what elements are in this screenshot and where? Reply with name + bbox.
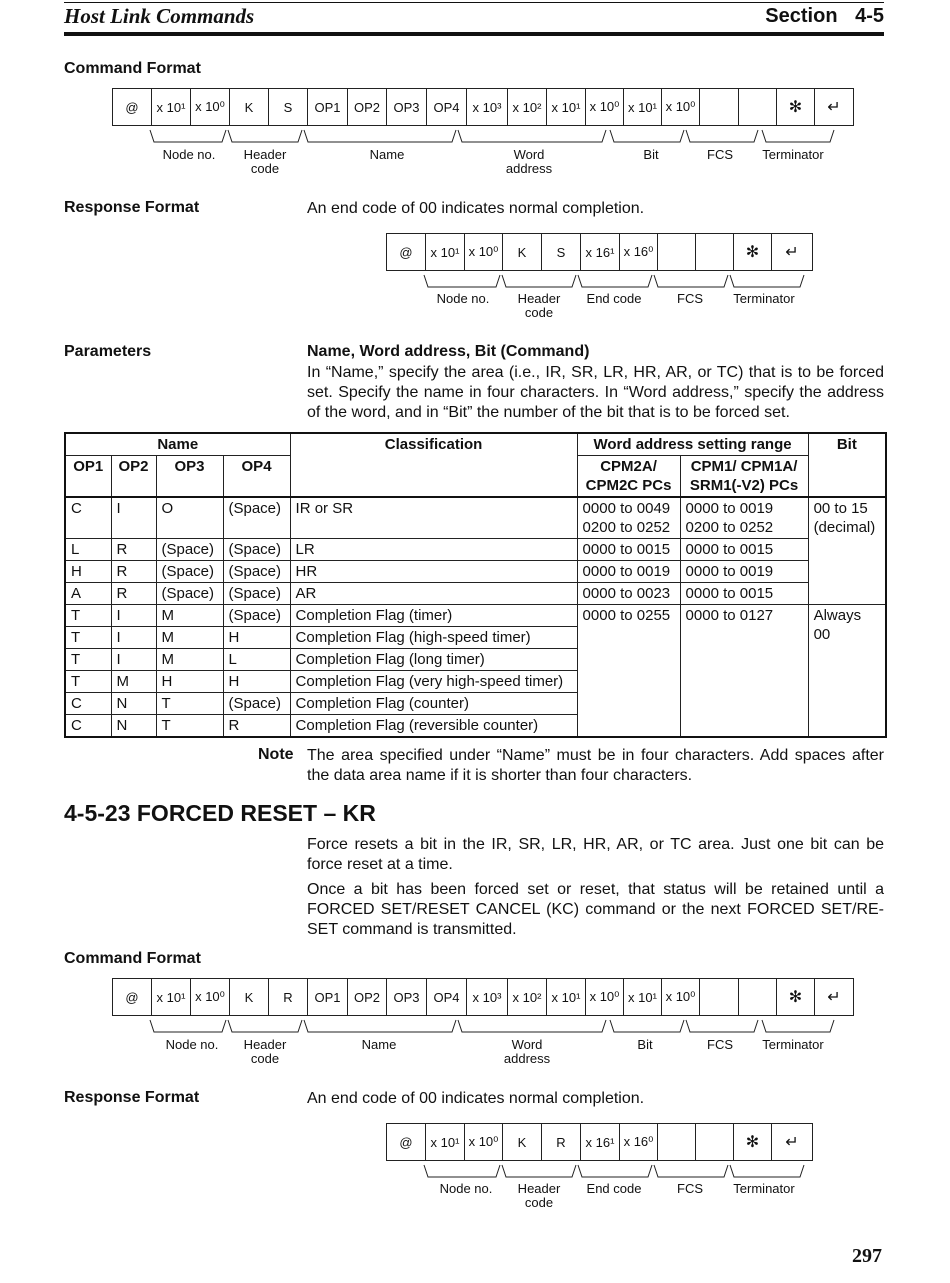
th-classification: Classification <box>290 433 577 497</box>
frame-row <box>113 979 854 1016</box>
kr-command-format-frame <box>112 978 854 1016</box>
cell-op2: R <box>111 561 156 583</box>
ks-resp-node-no-label: Node no. <box>436 291 490 306</box>
frame-cell: ✻ <box>777 89 815 126</box>
frame-cell: x 10¹ <box>426 1124 465 1161</box>
cell-range-cpm1: 0000 to 0015 <box>680 583 808 605</box>
table-row <box>65 561 886 583</box>
frame-cell: OP4 <box>427 979 467 1016</box>
cell-bit-always: Always 00 <box>808 605 886 738</box>
ks-fcs-label: FCS <box>707 147 733 162</box>
cell-range-cpm2a: 0000 to 0049 0200 to 0252 <box>577 497 680 539</box>
cell-op3: (Space) <box>156 561 223 583</box>
cell-op4: (Space) <box>223 583 290 605</box>
parameters-body: In “Name,” specify the area (i.e., IR, SR, LR, HR, AR, or TC) that is to be forced set. Specify the name in four characters. In “Word address,” specify the address of the word, and in “Bit” the number of the bit that is to be forced set. <box>307 364 884 421</box>
cell-op3: O <box>156 497 223 539</box>
cell-op4: (Space) <box>223 605 290 627</box>
cell-op1: T <box>65 605 111 627</box>
frame-cell: x 10⁰ <box>191 979 230 1016</box>
ks-command-format-frame <box>112 88 854 126</box>
frame-cell: ↵ <box>815 89 854 126</box>
cell-classification: Completion Flag (timer) <box>290 605 577 627</box>
frame-cell: R <box>542 1124 581 1161</box>
cell-range-cpm2a: 0000 to 0015 <box>577 539 680 561</box>
frame-cell: @ <box>387 1124 426 1161</box>
ks-resp-terminator-label: Terminator <box>733 291 795 306</box>
frame-cell: S <box>269 89 308 126</box>
frame-cell: @ <box>113 89 152 126</box>
frame-cell: ✻ <box>777 979 815 1016</box>
frame-cell: OP1 <box>308 89 348 126</box>
cell-op2: R <box>111 583 156 605</box>
frame-cell: OP1 <box>308 979 348 1016</box>
cell-op1: L <box>65 539 111 561</box>
header-top-rule <box>64 2 884 3</box>
cell-classification: Completion Flag (long timer) <box>290 649 577 671</box>
parameters-subtitle: Name, Word address, Bit (Command) <box>307 343 590 360</box>
th-op2: OP2 <box>111 456 156 498</box>
frame-row <box>387 1124 813 1161</box>
frame-cell: x 10¹ <box>624 979 662 1016</box>
frame-cell <box>700 89 739 126</box>
cell-op2: N <box>111 715 156 738</box>
cell-op2: I <box>111 627 156 649</box>
table-row <box>65 497 886 539</box>
frame-cell: K <box>230 979 269 1016</box>
kr-bit-label: Bit <box>637 1037 653 1052</box>
kr-para-1: Force resets a bit in the IR, SR, LR, HR, AR, or TC area. Just one bit can be force reset at a time. <box>307 836 884 873</box>
th-range: Word address setting range <box>577 433 808 456</box>
frame-cell <box>700 979 739 1016</box>
frame-cell <box>658 1124 696 1161</box>
ks-response-format-label: Response Format <box>64 199 200 216</box>
parameters-table <box>64 432 887 738</box>
kr-node-no-label: Node no. <box>165 1037 219 1052</box>
frame-cell: x 16⁰ <box>620 234 658 271</box>
frame-cell <box>739 89 777 126</box>
kr-response-format-frame <box>386 1123 813 1161</box>
frame-cell: S <box>542 234 581 271</box>
table-row <box>65 605 886 627</box>
frame-cell: x 10⁰ <box>465 234 503 271</box>
cell-op4: R <box>223 715 290 738</box>
cell-op3: M <box>156 605 223 627</box>
ks-resp-end-code-label: End code <box>586 291 642 306</box>
cell-op2: M <box>111 671 156 693</box>
kr-terminator-label: Terminator <box>762 1037 824 1052</box>
frame-cell: K <box>230 89 269 126</box>
cell-op1: C <box>65 693 111 715</box>
frame-row <box>387 234 813 271</box>
cell-op3: T <box>156 715 223 738</box>
frame-cell: x 10¹ <box>152 89 191 126</box>
kr-resp-terminator-label: Terminator <box>733 1181 795 1196</box>
cell-range-cpm1: 0000 to 0127 <box>680 605 808 738</box>
th-op3: OP3 <box>156 456 223 498</box>
frame-cell: OP2 <box>348 979 387 1016</box>
frame-cell: x 10⁰ <box>586 89 624 126</box>
kr-word-address-label: Word address <box>503 1037 551 1066</box>
cell-op4: (Space) <box>223 693 290 715</box>
header-section: Section 4-5 <box>765 5 884 27</box>
ks-bit-label: Bit <box>643 147 659 162</box>
frame-cell <box>658 234 696 271</box>
frame-cell <box>696 1124 734 1161</box>
frame-cell: ↵ <box>815 979 854 1016</box>
th-op4: OP4 <box>223 456 290 498</box>
frame-cell <box>696 234 734 271</box>
header-title: Host Link Commands <box>64 4 255 28</box>
cell-op4: H <box>223 671 290 693</box>
cell-range-cpm1: 0000 to 0015 <box>680 539 808 561</box>
frame-cell: R <box>269 979 308 1016</box>
cell-op1: C <box>65 715 111 738</box>
ks-header-code-label: Header code <box>243 147 287 176</box>
header-bottom-rule <box>64 32 884 36</box>
cell-op3: (Space) <box>156 539 223 561</box>
cell-range-cpm2a: 0000 to 0255 <box>577 605 680 738</box>
cell-op4: (Space) <box>223 561 290 583</box>
frame-cell: x 10⁰ <box>662 89 700 126</box>
cell-op3: H <box>156 671 223 693</box>
cell-classification: Completion Flag (reversible counter) <box>290 715 577 738</box>
cell-op3: M <box>156 649 223 671</box>
frame-cell: OP4 <box>427 89 467 126</box>
frame-cell: @ <box>387 234 426 271</box>
ks-node-no-label: Node no. <box>162 147 216 162</box>
ks-response-format-frame <box>386 233 813 271</box>
cell-op2: R <box>111 539 156 561</box>
kr-fcs-label: FCS <box>707 1037 733 1052</box>
cell-classification: IR or SR <box>290 497 577 539</box>
cell-classification: Completion Flag (very high-speed timer) <box>290 671 577 693</box>
frame-cell: x 10⁰ <box>662 979 700 1016</box>
kr-para-2: Once a bit has been forced set or reset, that status will be retained until a FORCED SET/RESET CANCEL (KC) command or the next FORCED SET/RE-SET command is transmitted. <box>307 881 884 938</box>
frame-cell: x 10³ <box>467 89 508 126</box>
cell-op3: T <box>156 693 223 715</box>
frame-cell: x 10¹ <box>547 979 586 1016</box>
ks-resp-fcs-label: FCS <box>677 291 703 306</box>
cell-range-cpm1: 0000 to 0019 <box>680 561 808 583</box>
cell-op2: I <box>111 497 156 539</box>
parameters-label: Parameters <box>64 343 152 360</box>
frame-cell: x 10³ <box>467 979 508 1016</box>
cell-range-cpm1: 0000 to 0019 0200 to 0252 <box>680 497 808 539</box>
ks-response-intro: An end code of 00 indicates normal completion. <box>307 200 645 217</box>
frame-cell: x 10⁰ <box>465 1124 503 1161</box>
ks-resp-header-code-label: Header code <box>517 291 561 320</box>
table-row <box>65 583 886 605</box>
cell-classification: Completion Flag (counter) <box>290 693 577 715</box>
th-cpm1: CPM1/ CPM1A/ SRM1(-V2) PCs <box>680 456 808 498</box>
frame-cell: x 10² <box>508 89 547 126</box>
frame-row <box>113 89 854 126</box>
ks-name-label: Name <box>369 147 405 162</box>
frame-cell: K <box>503 234 542 271</box>
ks-command-format-label: Command Format <box>64 60 201 77</box>
ks-terminator-label: Terminator <box>762 147 824 162</box>
th-name: Name <box>65 433 290 456</box>
frame-cell: x 10¹ <box>426 234 465 271</box>
kr-resp-header-code-label: Header code <box>517 1181 561 1210</box>
cell-op4: (Space) <box>223 539 290 561</box>
cell-classification: HR <box>290 561 577 583</box>
cell-op1: A <box>65 583 111 605</box>
frame-cell: ✻ <box>734 234 772 271</box>
frame-cell: OP2 <box>348 89 387 126</box>
cell-op2: I <box>111 649 156 671</box>
frame-cell: ↵ <box>772 1124 813 1161</box>
th-cpm2a: CPM2A/ CPM2C PCs <box>577 456 680 498</box>
cell-op4: H <box>223 627 290 649</box>
cell-op1: T <box>65 627 111 649</box>
cell-bit-range: 00 to 15 (decimal) <box>808 497 886 605</box>
cell-op1: T <box>65 649 111 671</box>
kr-name-label: Name <box>361 1037 397 1052</box>
frame-cell: K <box>503 1124 542 1161</box>
frame-cell: x 10⁰ <box>191 89 230 126</box>
kr-resp-node-no-label: Node no. <box>439 1181 493 1196</box>
cell-op1: H <box>65 561 111 583</box>
frame-cell: x 16¹ <box>581 1124 620 1161</box>
cell-op1: T <box>65 671 111 693</box>
frame-cell: x 10² <box>508 979 547 1016</box>
cell-op2: N <box>111 693 156 715</box>
note-label: Note <box>258 746 294 763</box>
page-number: 297 <box>852 1245 882 1267</box>
kr-response-format-label: Response Format <box>64 1089 200 1106</box>
kr-header-code-label: Header code <box>243 1037 287 1066</box>
frame-cell: x 10¹ <box>624 89 662 126</box>
kr-command-format-label: Command Format <box>64 950 201 967</box>
frame-cell: x 10¹ <box>547 89 586 126</box>
cell-op4: L <box>223 649 290 671</box>
cell-op3: M <box>156 627 223 649</box>
cell-op4: (Space) <box>223 497 290 539</box>
cell-op3: (Space) <box>156 583 223 605</box>
frame-cell <box>739 979 777 1016</box>
cell-classification: AR <box>290 583 577 605</box>
frame-cell: OP3 <box>387 89 427 126</box>
frame-cell: x 16⁰ <box>620 1124 658 1161</box>
kr-resp-fcs-label: FCS <box>677 1181 703 1196</box>
cell-range-cpm2a: 0000 to 0023 <box>577 583 680 605</box>
kr-response-intro: An end code of 00 indicates normal completion. <box>307 1090 645 1107</box>
frame-cell: x 10⁰ <box>586 979 624 1016</box>
table-row <box>65 539 886 561</box>
frame-cell: ✻ <box>734 1124 772 1161</box>
frame-cell: x 16¹ <box>581 234 620 271</box>
section-heading: 4-5-23 FORCED RESET – KR <box>64 800 376 826</box>
ks-word-address-label: Word address <box>505 147 553 176</box>
cell-op1: C <box>65 497 111 539</box>
frame-cell: ↵ <box>772 234 813 271</box>
frame-cell: OP3 <box>387 979 427 1016</box>
th-bit: Bit <box>808 433 886 497</box>
kr-resp-end-code-label: End code <box>586 1181 642 1196</box>
note-text: The area specified under “Name” must be in four characters. Add spaces after the data area name if it is shorter than four characters. <box>307 747 884 784</box>
frame-cell: @ <box>113 979 152 1016</box>
cell-classification: LR <box>290 539 577 561</box>
th-op1: OP1 <box>65 456 111 498</box>
cell-classification: Completion Flag (high-speed timer) <box>290 627 577 649</box>
cell-op2: I <box>111 605 156 627</box>
frame-cell: x 10¹ <box>152 979 191 1016</box>
cell-range-cpm2a: 0000 to 0019 <box>577 561 680 583</box>
